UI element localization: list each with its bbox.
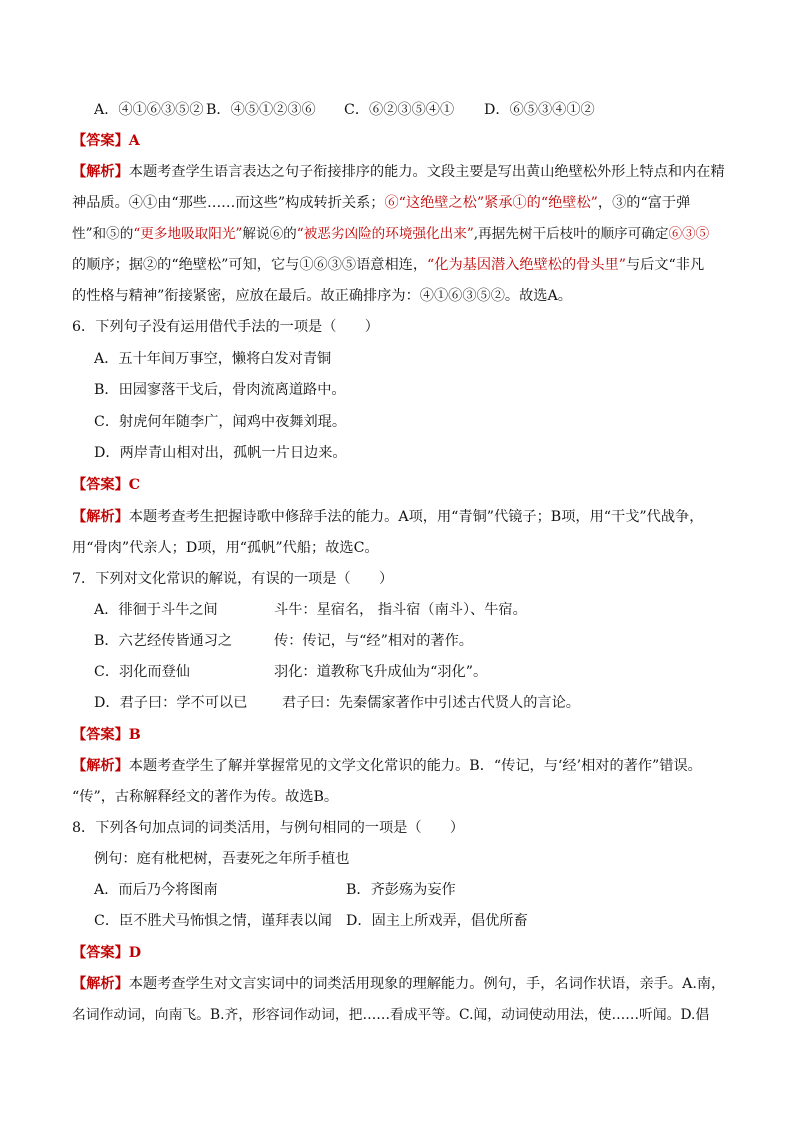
q6-option-a: A．五十年间万事空，懒将白发对青铜	[94, 351, 332, 367]
q8-analysis-line-1: 【解析】本题考查学生对文言实词中的词类活用现象的理解能力。例句，手，名词作状语，亲手。A.南，	[72, 976, 726, 992]
q5-option-b: B．④⑤①②③⑥	[206, 102, 316, 118]
q8-option-c: C．臣不胜犬马怖惧之情，谨拜表以闻	[94, 913, 332, 929]
q5-analysis-line-3: 性”和⑤的“更多地吸取阳光”解说⑥的“被恶劣凶险的环境强化出来”,再据先树干后枝叶的顺序可确定⑥③⑤	[72, 226, 710, 242]
q8-option-a: A．而后乃今将图南	[94, 882, 218, 898]
q8-analysis-line-2: 名词作动词，向南飞。B.齐，形容词作动词，把……看成平等。C.闻，动词使动用法，使……听闻。D.倡	[72, 1007, 710, 1023]
q6-answer: 【答案】C	[72, 477, 141, 493]
q6-analysis-line-2: 用“骨肉”代亲人；D项，用“孤帆”代船；故选C。	[72, 540, 379, 556]
q7-answer: 【答案】B	[72, 727, 141, 743]
q8-stem: 8．下列各句加点词的词类活用，与例句相同的一项是（ ）	[72, 820, 465, 836]
q7-option-c: C．羽化而登仙 羽化：道教称飞升成仙为“羽化”。	[94, 664, 488, 680]
q5-analysis-line-4: 的顺序；据②的“绝壁松”可知，它与①⑥③⑤语意相连，“化为基因潜入绝壁松的骨头里”与后文“非凡	[72, 257, 705, 273]
q5-answer: 【答案】A	[72, 133, 140, 149]
q5-analysis-line-5: 的性格与精神”衔接紧密，应放在最后。故正确排序为：④①⑥③⑤②。故选A。	[72, 288, 572, 304]
q8-answer: 【答案】D	[72, 945, 142, 961]
q8-option-b: B．齐彭殇为妄作	[346, 882, 456, 898]
q5-analysis-line-1: 【解析】本题考查学生语言表达之句子衔接排序的能力。文段主要是写出黄山绝壁松外形上特点和内在精	[72, 164, 725, 180]
q6-option-d: D．两岸青山相对出，孤帆一片日边来。	[94, 445, 347, 461]
q6-stem: 6．下列句子没有运用借代手法的一项是（ ）	[72, 319, 379, 335]
q5-option-c: C．⑥②③⑤④①	[344, 102, 455, 118]
q5-analysis-line-2: 神品质。④①由“那些……而这些”构成转折关系；⑥“这绝壁之松”紧承①的“绝壁松”，③的“富于弹	[72, 195, 691, 211]
q8-options-row-1	[94, 880, 456, 900]
q7-option-a: A．徘徊于斗牛之间 斗牛：星宿名， 指斗宿（南斗）、牛宿。	[94, 602, 527, 618]
q7-analysis-line-2: “传”，古称解释经文的著作为传。故选B。	[72, 789, 339, 805]
q7-option-b: B．六艺经传皆通习之 传：传记，与“经”相对的著作。	[94, 633, 473, 649]
q7-option-d: D．君子曰：学不可以已 君子曰：先秦儒家著作中引述古代贤人的言论。	[94, 695, 580, 711]
q5-option-a: A．④①⑥③⑤②	[94, 102, 204, 118]
q6-option-c: C．射虎何年随李广，闻鸡中夜舞刘琨。	[94, 414, 347, 430]
q8-option-d: D．固主上所戏弄，倡优所畜	[346, 913, 528, 929]
q5-option-d: D．⑥⑤③④①②	[484, 102, 595, 118]
q6-option-b: B．田园寥落干戈后，骨肉流离道路中。	[94, 382, 346, 398]
q8-example: 例句：庭有枇杷树，吾妻死之年所手植也	[94, 851, 350, 867]
q7-analysis-line-1: 【解析】本题考查学生了解并掌握常见的文学文化常识的能力。B．“传记，与‘经’相对的著作”错误。	[72, 758, 702, 774]
q7-stem: 7．下列对文化常识的解说，有误的一项是（ ）	[72, 571, 394, 587]
q8-options-row-2	[94, 911, 528, 931]
q6-analysis-line-1: 【解析】本题考查考生把握诗歌中修辞手法的能力。A项，用“青铜”代镜子；B项，用“干戈”代战争，	[72, 509, 704, 525]
